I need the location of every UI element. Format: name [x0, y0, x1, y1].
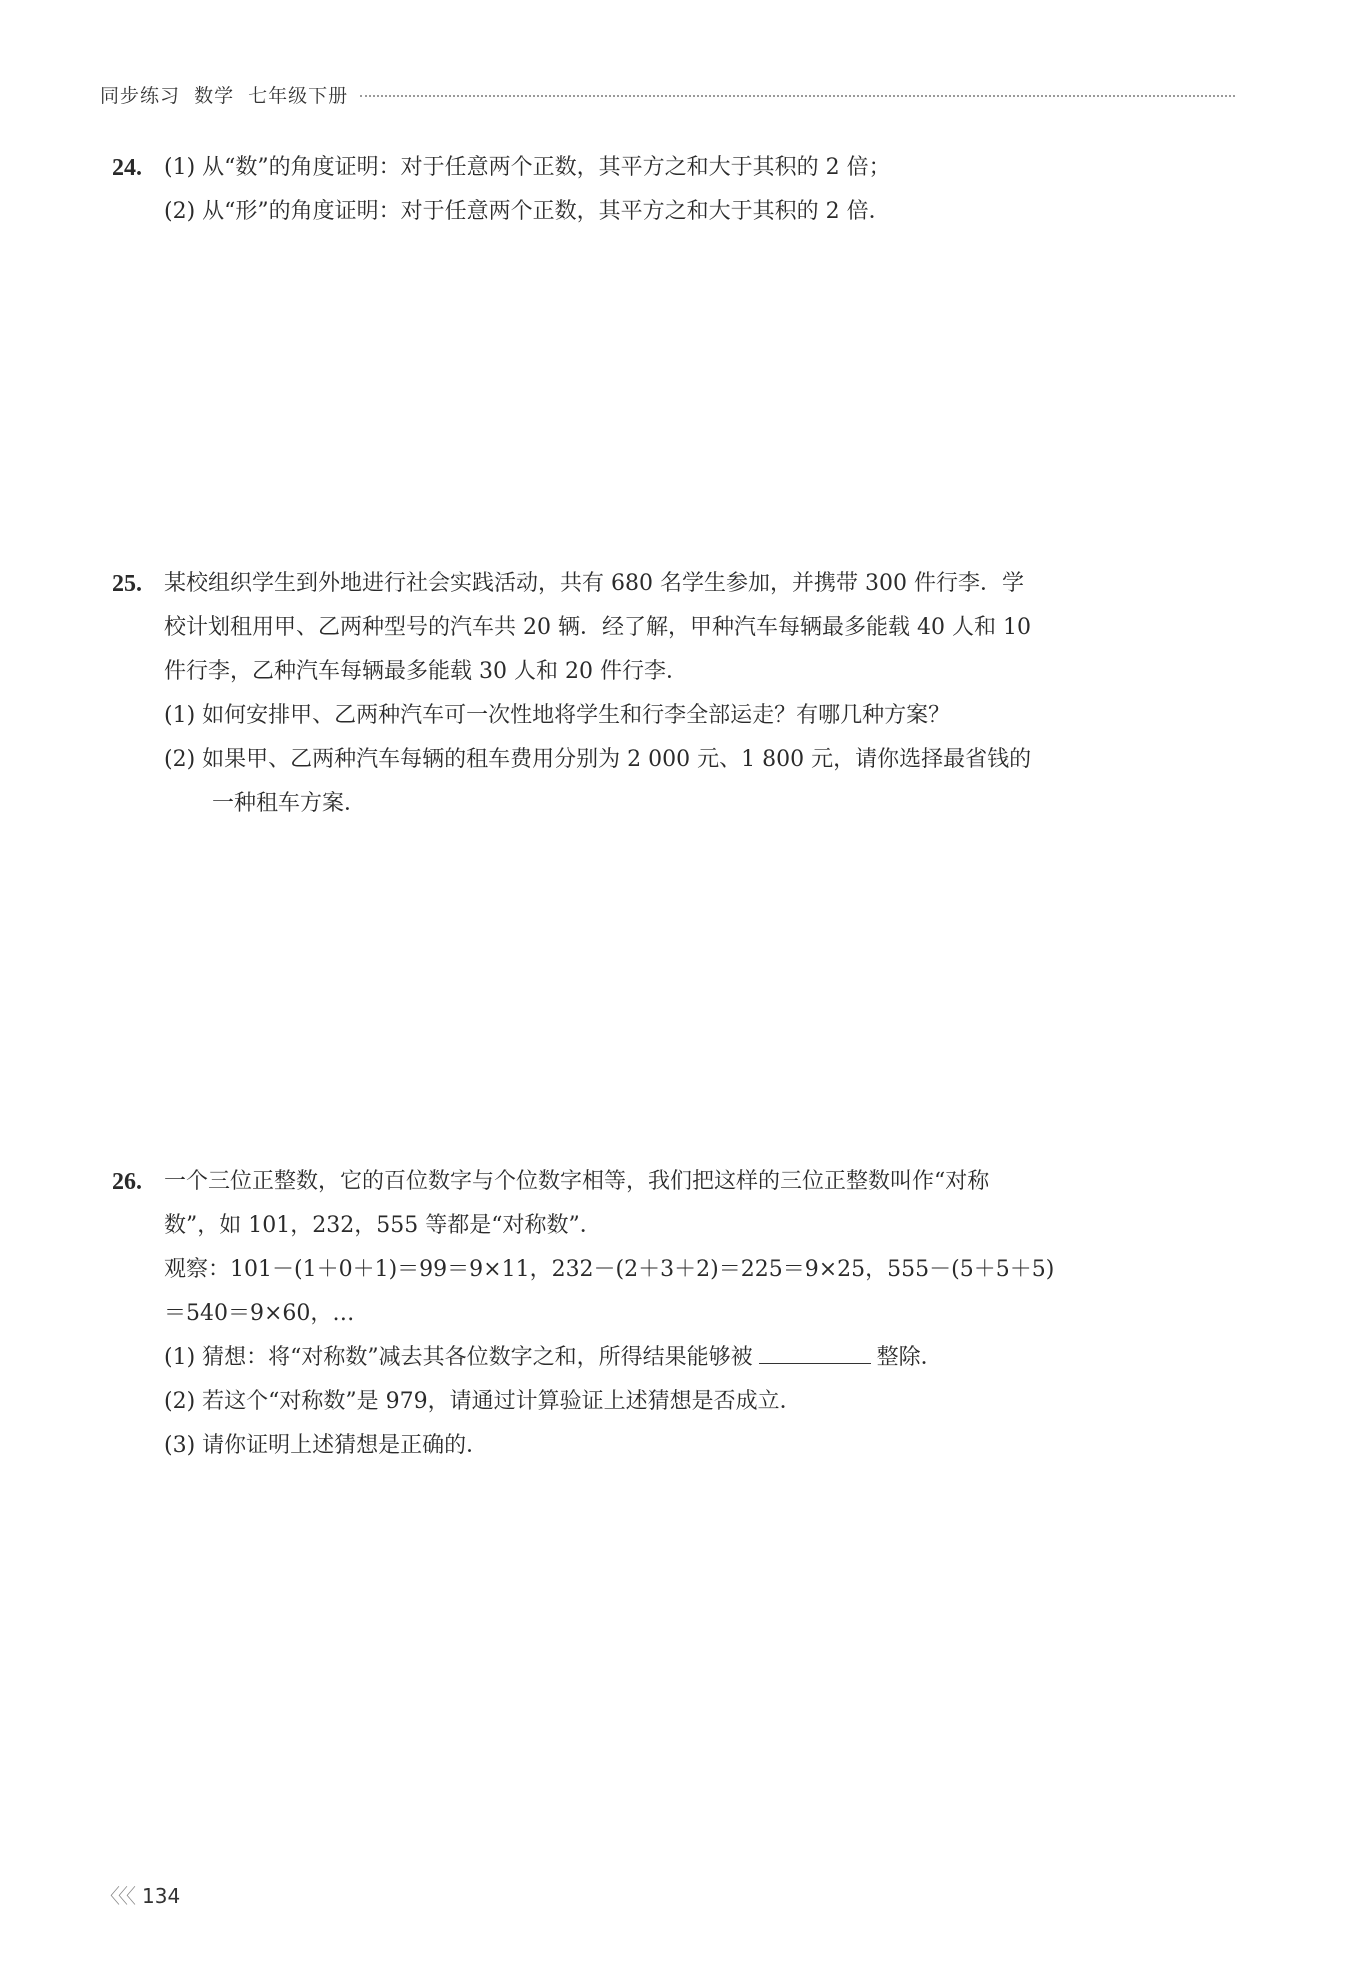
- answer-blank[interactable]: [759, 1343, 871, 1364]
- page-footer: [100, 1880, 180, 1909]
- question-25-stem-line-1: 某校组织学生到外地进行社会实践活动，共有 680 名学生参加，并携带 300 件行李．学: [164, 571, 1024, 596]
- question-26-part-3: (3) 请你证明上述猜想是正确的．: [164, 1433, 489, 1458]
- question-26: [112, 1160, 1237, 1468]
- question-24-part-1: (1) 从“数”的角度证明：对于任意两个正数，其平方之和大于其积的 2 倍；: [164, 155, 891, 180]
- question-25-part-2-line-2: 一种租车方案．: [212, 791, 367, 816]
- header-title: 同步练习 数学 七年级下册: [100, 84, 349, 107]
- page-number: 134: [142, 1884, 181, 1908]
- question-26-stem-line-2: 数”，如 101，232，555 等都是“对称数”．: [164, 1213, 602, 1238]
- question-24-number: 24.: [112, 155, 142, 181]
- question-25-stem-line-3: 件行李，乙种汽车每辆最多能载 30 人和 20 件行李．: [164, 659, 688, 684]
- question-24-part-2: (2) 从“形”的角度证明：对于任意两个正数，其平方之和大于其积的 2 倍．: [164, 199, 891, 224]
- question-25-stem-line-2: 校计划租用甲、乙两种型号的汽车共 20 辆．经了解，甲种汽车每辆最多能载 40 人和 10: [164, 615, 1031, 640]
- question-26-part-2: (2) 若这个“对称数”是 979，请通过计算验证上述猜想是否成立．: [164, 1389, 802, 1414]
- question-25-part-1: (1) 如何安排甲、乙两种汽车可一次性地将学生和行李全部运走？有哪几种方案？: [164, 703, 951, 728]
- question-26-part-1-end: 整除．: [876, 1345, 943, 1370]
- question-26-part-1-text: (1) 猜想：将“对称数”减去其各位数字之和，所得结果能够被: [164, 1345, 753, 1370]
- question-26-number: 26.: [112, 1169, 142, 1195]
- question-26-part-1: [112, 1336, 1237, 1380]
- question-26-stem-line-1: 一个三位正整数，它的百位数字与个位数字相等，我们把这样的三位正整数叫作“对称: [164, 1169, 990, 1194]
- chevron-left-icon: 〈〈〈: [100, 1884, 134, 1908]
- question-24: [112, 146, 1237, 234]
- question-26-observe-line-1: 观察：101－(1＋0＋1)＝99＝9×11，232－(2＋3＋2)＝225＝9×25，555－(5＋5＋5): [164, 1257, 1055, 1282]
- question-25-number: 25.: [112, 571, 142, 597]
- running-header: [100, 80, 1235, 108]
- question-25-part-2-line-1: (2) 如果甲、乙两种汽车每辆的租车费用分别为 2 000 元、1 800 元，请你选择最省钱的: [164, 747, 1032, 772]
- question-25: [112, 562, 1237, 826]
- question-26-observe-line-2: ＝540＝9×60，…: [164, 1301, 355, 1326]
- header-divider: [360, 95, 1235, 97]
